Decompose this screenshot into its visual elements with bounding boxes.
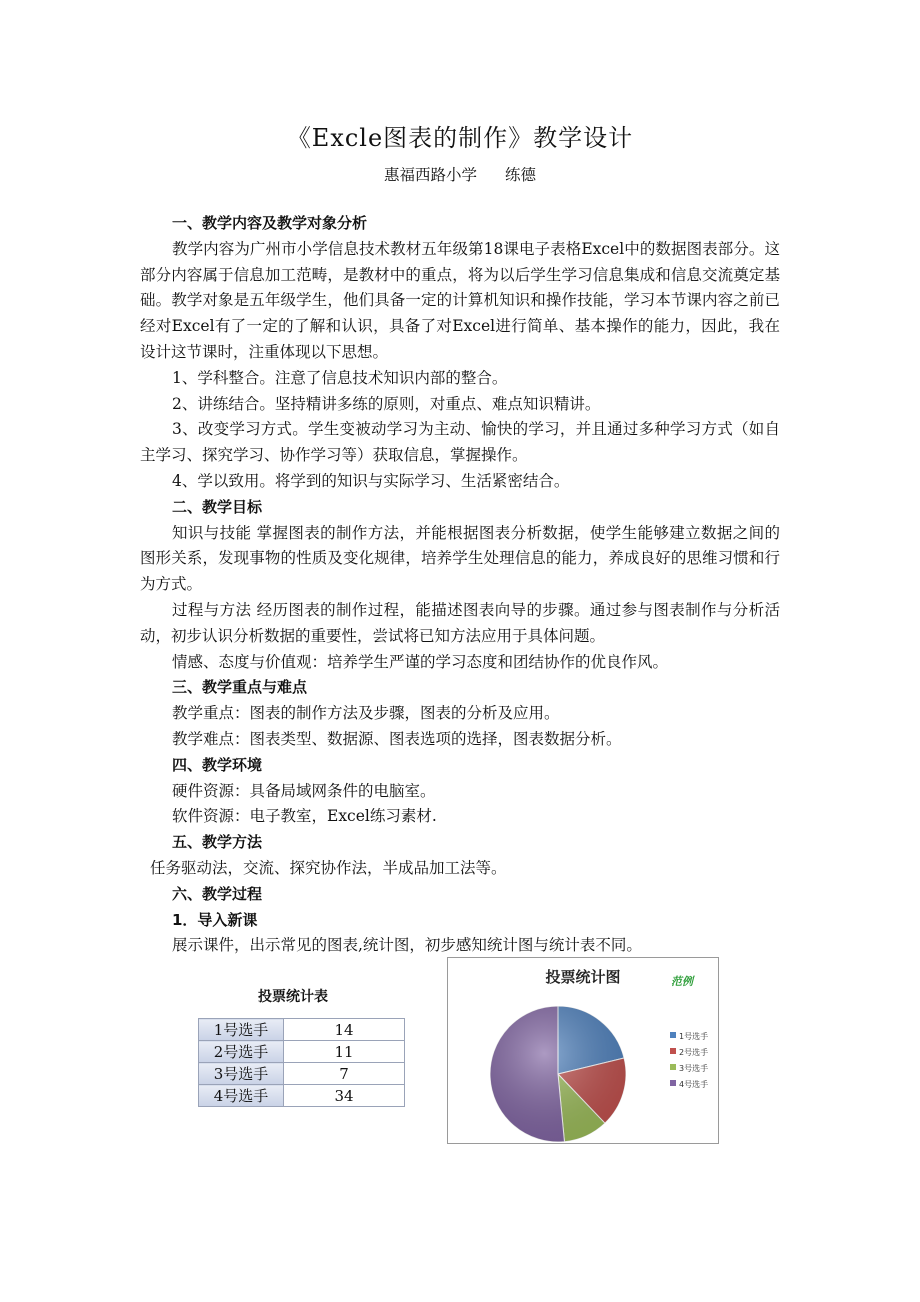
table-cell-value: 14 — [284, 1019, 405, 1041]
list-item: 3、改变学习方式。学生变被动学习为主动、愉快的学习，并且通过多种学习方式（如自主学习、探究学习、协作学习等）获取信息，掌握操作。 — [140, 420, 780, 465]
pie-shine — [490, 1006, 626, 1142]
paragraph: 教学难点：图表类型、数据源、图表选项的选择，图表数据分析。 — [172, 729, 622, 748]
table-cell-value: 34 — [284, 1085, 405, 1107]
pie-chart-frame — [447, 957, 719, 1144]
table-cell-name: 4号选手 — [199, 1085, 284, 1107]
table-row — [199, 1041, 405, 1063]
paragraph: 软件资源：电子教室，Excel练习素材. — [172, 807, 437, 826]
subsection-heading: 1．导入新课 — [172, 910, 258, 929]
table-cell-name: 3号选手 — [199, 1063, 284, 1085]
legend-label: 4号选手 — [679, 1080, 709, 1089]
document-title: 《Excle图表的制作》教学设计 — [286, 124, 634, 152]
legend-swatch — [670, 1032, 676, 1038]
paragraph: 硬件资源：具备局域网条件的电脑室。 — [172, 781, 436, 800]
section-heading: 四、教学环境 — [172, 755, 263, 774]
legend-label: 2号选手 — [679, 1048, 709, 1057]
list-item: 2、讲练结合。坚持精讲多练的原则，对重点、难点知识精讲。 — [172, 394, 601, 413]
table-cell-name: 2号选手 — [199, 1041, 284, 1063]
table-cell-value: 11 — [284, 1041, 405, 1063]
table-row — [199, 1085, 405, 1107]
pie-chart — [448, 958, 718, 1143]
legend-swatch — [670, 1080, 676, 1086]
legend-swatch — [670, 1048, 676, 1054]
legend-label: 3号选手 — [679, 1064, 709, 1073]
legend-label: 1号选手 — [679, 1032, 709, 1041]
paragraph: 教学内容为广州市小学信息技术教材五年级第18课电子表格Excel中的数据图表部分。这部分内容属于信息加工范畴，是教材中的重点，将为以后学生学习信息集成和信息交流奠定基础。教学对象是五年级学生，他们具备一定的计算机知识和操作技能，学习本节课内容之前已经对Excel有了一定的了解和认识，具备了对Excel进行简单、基本操作的能力，因此，我在设计这节课时，注重体现以下思想。 — [140, 239, 780, 361]
section-heading: 五、教学方法 — [172, 833, 263, 852]
paragraph: 过程与方法 经历图表的制作过程，能描述图表向导的步骤。通过参与图表制作与分析活动，初步认识分析数据的重要性，尝试将已知方法应用于具体问题。 — [140, 600, 780, 645]
section-heading: 六、教学过程 — [172, 884, 263, 903]
document-body — [140, 211, 780, 959]
list-item: 4、学以致用。将学到的知识与实际学习、生活紧密结合。 — [172, 471, 570, 490]
paragraph: 情感、态度与价值观：培养学生严谨的学习态度和团结协作的优良作风。 — [172, 652, 669, 671]
author-line — [0, 163, 920, 185]
table-row — [199, 1063, 405, 1085]
paragraph: 知识与技能 掌握图表的制作方法，并能根据图表分析数据，使学生能够建立数据之间的图形关系，发现事物的性质及变化规律，培养学生处理信息的能力，养成良好的思维习惯和行为方式。 — [140, 523, 780, 594]
section-heading: 二、教学目标 — [172, 497, 263, 516]
list-item: 1、学科整合。注意了信息技术知识内部的整合。 — [172, 368, 508, 387]
chart-title: 投票统计图 — [545, 968, 621, 986]
paragraph: 展示课件，出示常见的图表,统计图，初步感知统计图与统计表不同。 — [172, 936, 642, 955]
paragraph: 任务驱动法，交流、探究协作法，半成品加工法等。 — [150, 858, 507, 877]
author-name: 练德 — [505, 166, 537, 184]
table-row — [199, 1019, 405, 1041]
table-cell-name: 1号选手 — [199, 1019, 284, 1041]
table-cell-value: 7 — [284, 1063, 405, 1085]
vote-table — [198, 1018, 405, 1107]
paragraph: 教学重点：图表的制作方法及步骤，图表的分析及应用。 — [172, 704, 560, 723]
section-heading: 三、教学重点与难点 — [172, 678, 308, 697]
legend-swatch — [670, 1064, 676, 1070]
vote-table-title: 投票统计表 — [258, 989, 328, 1005]
school-name: 惠福西路小学 — [383, 166, 477, 184]
legend-title: 范例 — [671, 975, 693, 988]
section-heading: 一、教学内容及教学对象分析 — [172, 214, 368, 232]
